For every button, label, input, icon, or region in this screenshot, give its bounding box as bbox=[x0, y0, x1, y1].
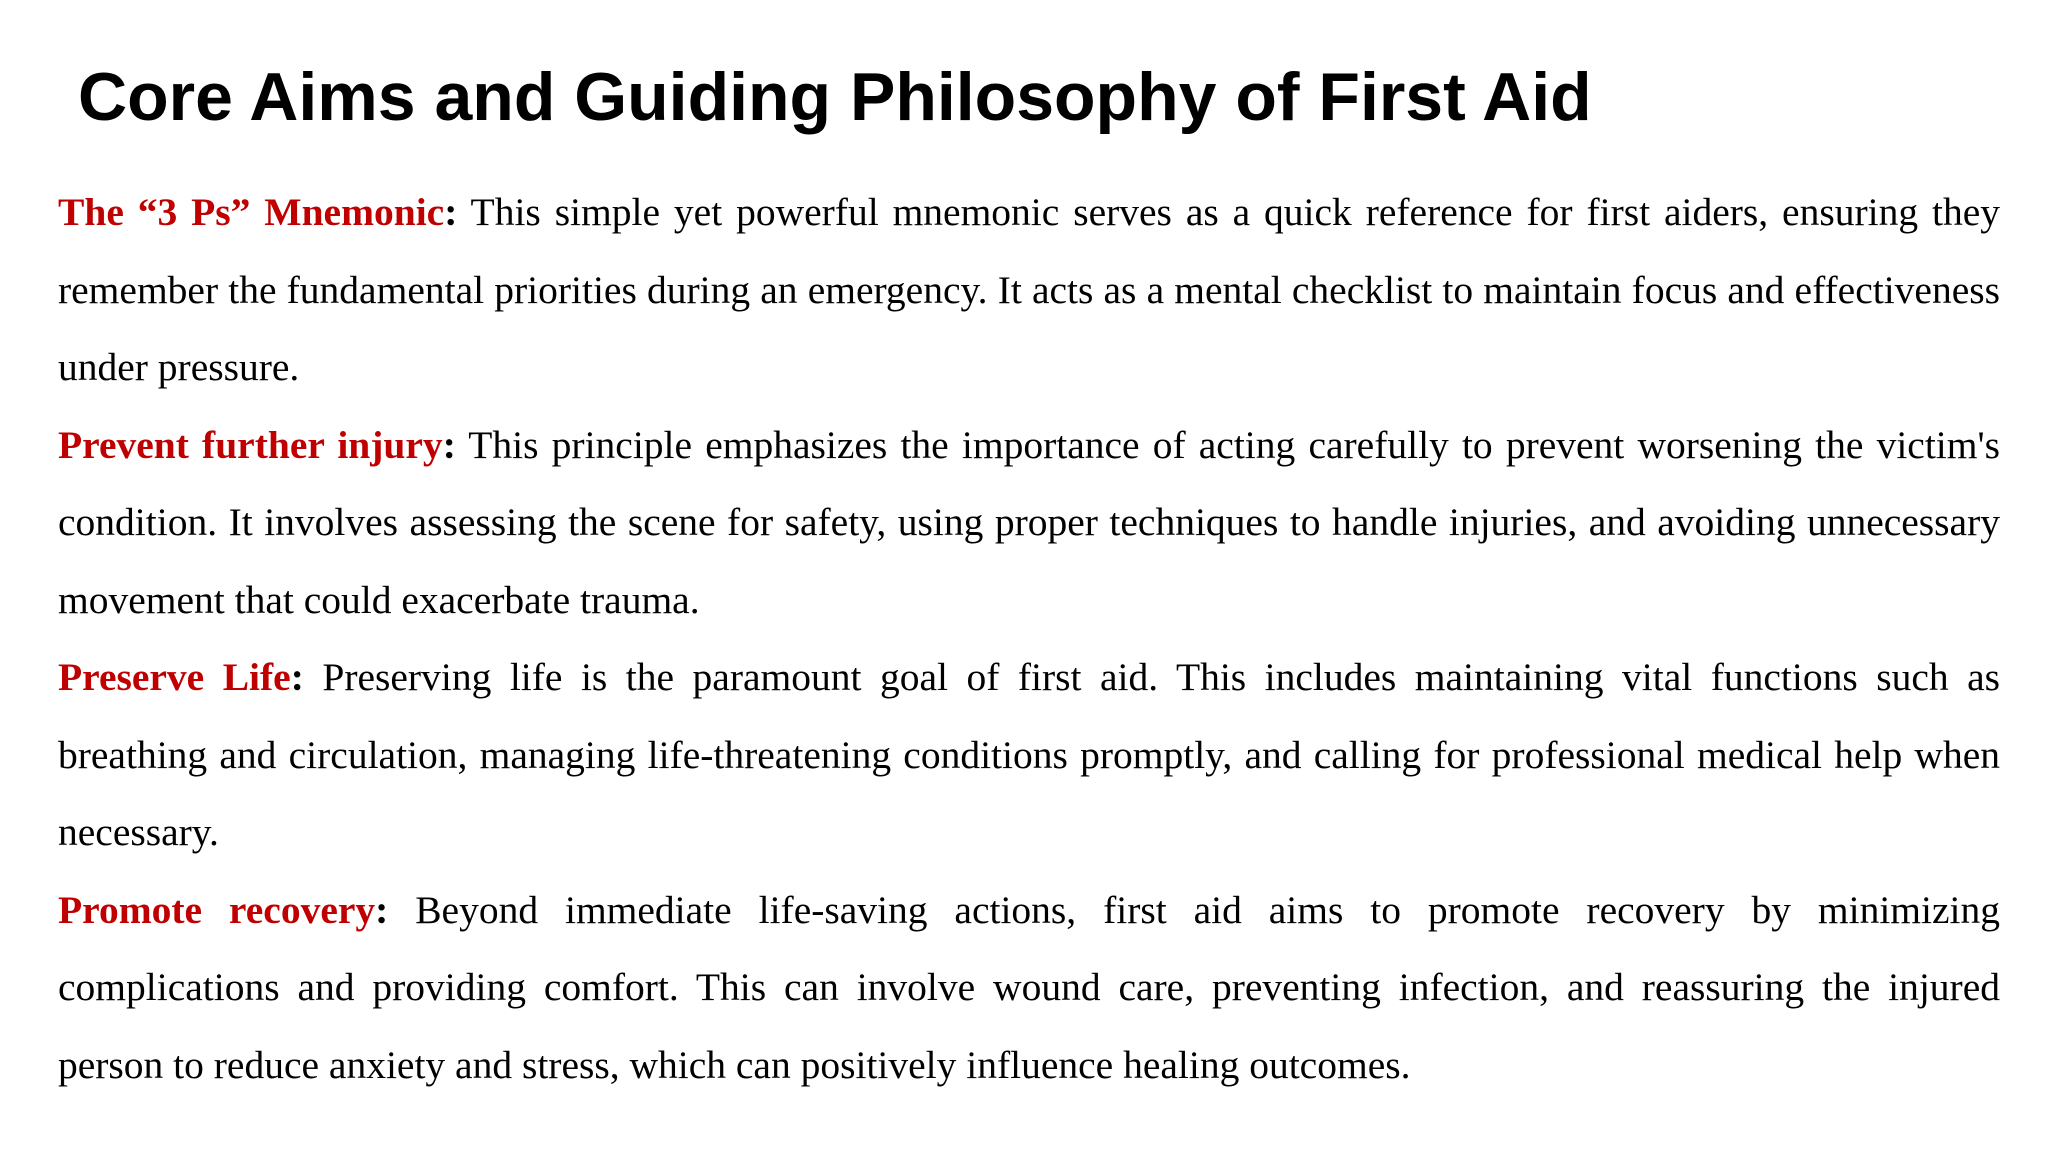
content-body bbox=[58, 174, 2000, 1104]
paragraph-promote-recovery bbox=[58, 872, 2000, 1105]
term-heading: Promote recovery bbox=[58, 887, 376, 932]
paragraph-text: This principle emphasizes the importance of acting carefully to prevent worsening the victim's condition. It involves assessing the scene for safety, using proper techniques to handle injuries, and avoiding unnecessary movement that could exacerbate trauma. bbox=[58, 422, 2000, 622]
term-colon: : bbox=[375, 887, 389, 932]
term-heading: The “3 Ps” Mnemonic bbox=[58, 190, 445, 234]
paragraph-3ps-mnemonic bbox=[58, 174, 2000, 407]
paragraph-preserve-life bbox=[58, 639, 2000, 872]
paragraph-prevent-further-injury bbox=[58, 407, 2000, 640]
term-colon: : bbox=[444, 190, 458, 234]
page-title: Core Aims and Guiding Philosophy of First Aid bbox=[78, 59, 1592, 135]
term-colon: : bbox=[442, 422, 456, 467]
paragraph-text: Beyond immediate life-saving actions, first aid aims to promote recovery by minimizing complications and providing comfort. This can involve wound care, preventing infection, and reassuring the injured person to reduce anxiety and stress, which can positively influence healing outcomes. bbox=[58, 887, 2000, 1087]
paragraph-text: Preserving life is the paramount goal of first aid. This includes maintaining vital functions such as breathing and circulation, managing life-threatening conditions promptly, and calling for professional medical help when necessary. bbox=[58, 655, 2001, 854]
term-heading: Preserve Life bbox=[58, 655, 291, 699]
term-heading: Prevent further injury bbox=[58, 422, 443, 467]
paragraph-text: This simple yet powerful mnemonic serves as a quick reference for first aiders, ensuring they remember the fundamental priorities during an emergency. It acts as a mental checklist to maintain focus and effectiveness under pressure. bbox=[58, 190, 2000, 389]
term-colon: : bbox=[290, 655, 304, 699]
